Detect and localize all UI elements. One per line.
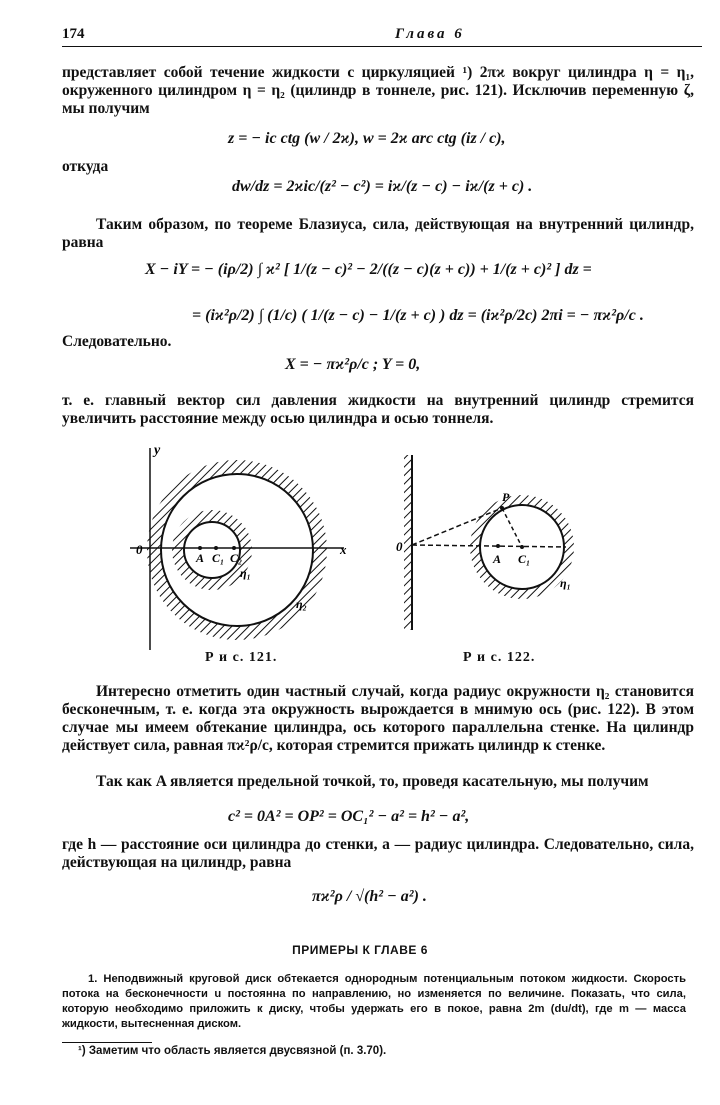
word-otkuda: откуда <box>62 158 109 175</box>
label-eta1: η₁ <box>560 576 571 590</box>
label-y: y <box>154 443 161 458</box>
paragraph-limit-point: Так как A является предельной точкой, то, проведя касательную, мы получим <box>96 773 649 790</box>
word-sledovatelno: Следовательно. <box>62 333 172 350</box>
formula-force-line2: = (iϰ²ρ/2) ∫ (1/c) ( 1/(z − c) − 1/(z + c) ) dz = (iϰ²ρ/2c) 2πi = − πϰ²ρ/c . <box>192 307 644 324</box>
point-C1 <box>520 545 524 549</box>
figure-121 <box>112 440 372 650</box>
paragraph-main-vector: т. е. главный вектор сил давления жидкости на внутренний цилиндр стремится увеличить расстояние между осью цилиндра и осью тоннеля. <box>62 392 694 427</box>
point-C2 <box>232 546 236 550</box>
label-C2: C₂ <box>230 551 243 565</box>
figure-122 <box>390 455 590 635</box>
point-A <box>496 544 500 548</box>
formula-force-line1: X − iY = − (iρ/2) ∫ ϰ² [ 1/(z − c)² − 2/((z − c)(z + c)) + 1/(z + c)² ] dz = <box>145 261 592 278</box>
label-A: A <box>493 552 502 566</box>
paragraph-h-a: где h — расстояние оси цилиндра до стенки, a — радиус цилиндра. Следовательно, сила, действующая на цилиндр, равна <box>62 836 694 871</box>
label-origin: 0 <box>396 539 403 554</box>
label-x: x <box>340 542 347 557</box>
paragraph-circulation: представляет собой течение жидкости с циркуляцией ¹) 2πϰ вокруг цилиндра η = η₁, окруженного цилиндром η = η₂ (цилиндр в тоннеле, рис. 121). Исключив переменную ζ, мы получим <box>62 64 694 117</box>
point-C1 <box>214 546 218 550</box>
label-C1: C₁ <box>518 552 531 566</box>
inner-circle <box>184 522 243 578</box>
wall-hatch <box>404 455 412 630</box>
example-1: 1. Неподвижный круговой диск обтекается однородным потенциальным потоком жидкости. Скорость потока на бесконечности u постоянна по направлению, но изменяется по величине. Показать, что сила, которую необходимо приложить к диску, чтобы удержать его в покое, равна 2m (du/dt), где m — масса жидкости, вытесненная диском. <box>62 973 686 1030</box>
page-number: 174 <box>62 26 85 42</box>
label-P: P <box>502 490 510 504</box>
page-header <box>62 26 702 47</box>
paragraph-blasius: Таким образом, по теореме Блазиуса, сила, действующая на внутренний цилиндр, равна <box>62 216 694 251</box>
paragraph-special-case: Интересно отметить один частный случай, когда радиус окружности η₂ становится бесконечным, т. е. когда эта окружность вырождается в мнимую ось (рис. 122). В этом случае мы имеем обтекание цилиндра, ось которого параллельна стенке. На цилиндр действует сила, равная πϰ²ρ/c, которая стремится прижать цилиндр к стенке. <box>62 683 694 754</box>
tangent-line <box>412 508 502 545</box>
footnote-rule <box>62 1042 152 1043</box>
formula-z-w: z = − ic ctg (w / 2ϰ), w = 2ϰ arc ctg (iz / c), <box>228 130 506 147</box>
label-A: A <box>196 551 205 565</box>
formula-dw-dz: dw/dz = 2ϰic/(z² − c²) = iϰ/(z − c) − iϰ/(z + c) . <box>232 178 533 195</box>
chapter-title: Глава 6 <box>395 26 465 42</box>
point-A <box>198 546 202 550</box>
formula-X-Y: X = − πϰ²ρ/c ; Y = 0, <box>285 356 421 373</box>
formula-c-squared: c² = 0A² = OP² = OC₁² − a² = h² − a², <box>228 808 470 825</box>
examples-title: ПРИМЕРЫ К ГЛАВЕ 6 <box>292 943 428 957</box>
label-eta1: η₁ <box>240 566 251 580</box>
label-eta2: η₂ <box>296 597 307 611</box>
label-origin: 0 <box>136 542 143 557</box>
radius-line <box>502 508 522 547</box>
footnote: ¹) Заметим что область является двусвязной (п. 3.70). <box>78 1045 387 1057</box>
formula-force-final: πϰ²ρ / √(h² − a²) . <box>312 888 427 905</box>
caption-fig121: Р и с. 121. <box>205 650 278 665</box>
center-line <box>412 545 566 547</box>
point-P <box>500 506 504 510</box>
caption-fig122: Р и с. 122. <box>463 650 536 665</box>
label-C1: C₁ <box>212 551 225 565</box>
